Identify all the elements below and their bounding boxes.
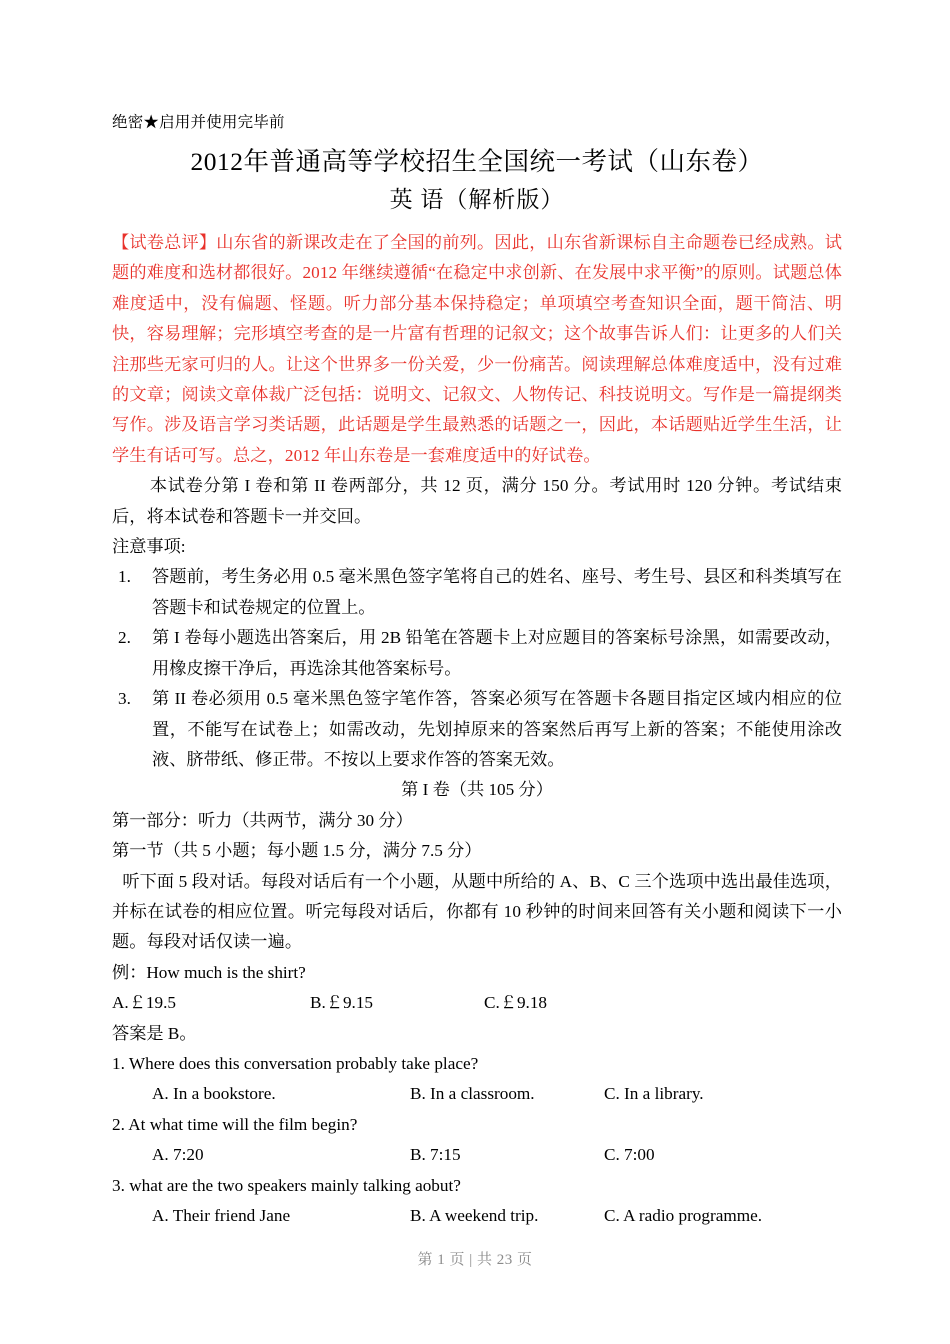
list-item-number: 1. [118,567,131,587]
option-b: B. A weekend trip. [410,1205,539,1225]
list-item [112,684,842,775]
question-stem-3: 3. what are the two speakers mainly talking aobut? [112,1175,461,1195]
option-a: A. 7:20 [152,1145,204,1165]
option-c: C. A radio programme. [604,1205,763,1225]
question-stem-2: 2. At what time will the film begin? [112,1114,358,1134]
listening-section-heading: 第一节（共 5 小题；每小题 1.5 分，满分 7.5 分） [112,841,482,861]
list-item-text: 第 II 卷必须用 0.5 毫米黑色签字笔作答，答案必须写在答题卡各题目指定区域内相应的位置，不能写在试卷上；如需改动，先划掉原来的答案然后再写上新的答案；不能使用涂改液、脐带纸、修正带。不按以上要求作答的答案无效。 [152,689,842,769]
page-subtitle: 英 语（解析版） [389,187,565,212]
option-a: A.￡19.5 [112,993,176,1013]
secrecy-notice: 绝密★启用并使用完毕前 [112,114,285,131]
listening-directions: 听下面 5 段对话。每段对话后有一个小题，从题中所给的 A、B、C 三个选项中选出最佳选项，并标在试卷的相应位置。听完每段对话后，你都有 10 秒钟的时间来回答有关小题和阅读下一小题。每段对话仅读一遍。 [112,871,842,952]
sample-question-options [112,988,842,1018]
question-options-1 [112,1079,842,1109]
question-options-2 [112,1140,842,1170]
paper-part-heading: 第 I 卷（共 105 分） [401,780,553,800]
page-footer: 第 1 页 | 共 23 页 [417,1252,533,1268]
exam-review-commentary: 【试卷总评】山东省的新课改走在了全国的前列。因此，山东省新课标自主命题卷已经成熟。试题的难度和选材都很好。2012 年继续遵循“在稳定中求创新、在发展中求平衡”的原则。试题总体难度适中，没有偏题、怪题。听力部分基本保持稳定；单项填空考查知识全面，题干简洁、明快，容易理解；完形填空考查的是一片富有哲理的记叙文；这个故事告诉人们：让更多的人们关注那些无家可归的人。让这个世界多一份关爱，少一份痛苦。阅读理解总体难度适中，没有过难的文章；阅读文章体裁广泛包括：说明文、记叙文、人物传记、科技说明文。写作是一篇提纲类写作。涉及语言学习类话题，此话题是学生最熟悉的话题之一，因此，本话题贴近学生生活，让学生有话可写。总之，2012 年山东卷是一套难度适中的好试卷。 [112,233,842,465]
list-item-number: 2. [118,628,131,648]
list-item-number: 3. [118,689,131,709]
option-c: C.￡9.18 [484,993,548,1013]
list-item [112,623,842,684]
notice-heading: 注意事项: [112,537,186,557]
list-item-text: 答题前，考生务必用 0.5 毫米黑色签字笔将自己的姓名、座号、考生号、县区和科类填写在答题卡和试卷规定的位置上。 [152,567,842,617]
option-b: B.￡9.15 [310,993,374,1013]
option-a: A. Their friend Jane [152,1205,291,1225]
general-exam-info: 本试卷分第 I 卷和第 II 卷两部分，共 12 页，满分 150 分。考试用时 120 分钟。考试结束后，将本试卷和答题卡一并交回。 [112,476,842,526]
sample-question-stem: 例：How much is the shirt? [112,962,306,982]
option-b: B. 7:15 [410,1145,461,1165]
sample-answer-line: 答案是 B。 [112,1023,197,1043]
question-stem-1: 1. Where does this conversation probably take place? [112,1053,479,1073]
notice-list [112,562,842,775]
option-c: C. In a library. [604,1084,704,1104]
option-c: C. 7:00 [604,1145,655,1165]
option-b: B. In a classroom. [410,1084,535,1104]
listening-part-heading: 第一部分：听力（共两节，满分 30 分） [112,810,413,830]
question-options-3 [112,1201,842,1231]
list-item-text: 第 I 卷每小题选出答案后，用 2B 铅笔在答题卡上对应题目的答案标号涂黑，如需要改动，用橡皮擦干净后，再选涂其他答案标号。 [152,628,842,678]
list-item [112,562,842,623]
page-title: 2012年普通高等学校招生全国统一考试（山东卷） [190,147,764,176]
option-a: A. In a bookstore. [152,1084,276,1104]
